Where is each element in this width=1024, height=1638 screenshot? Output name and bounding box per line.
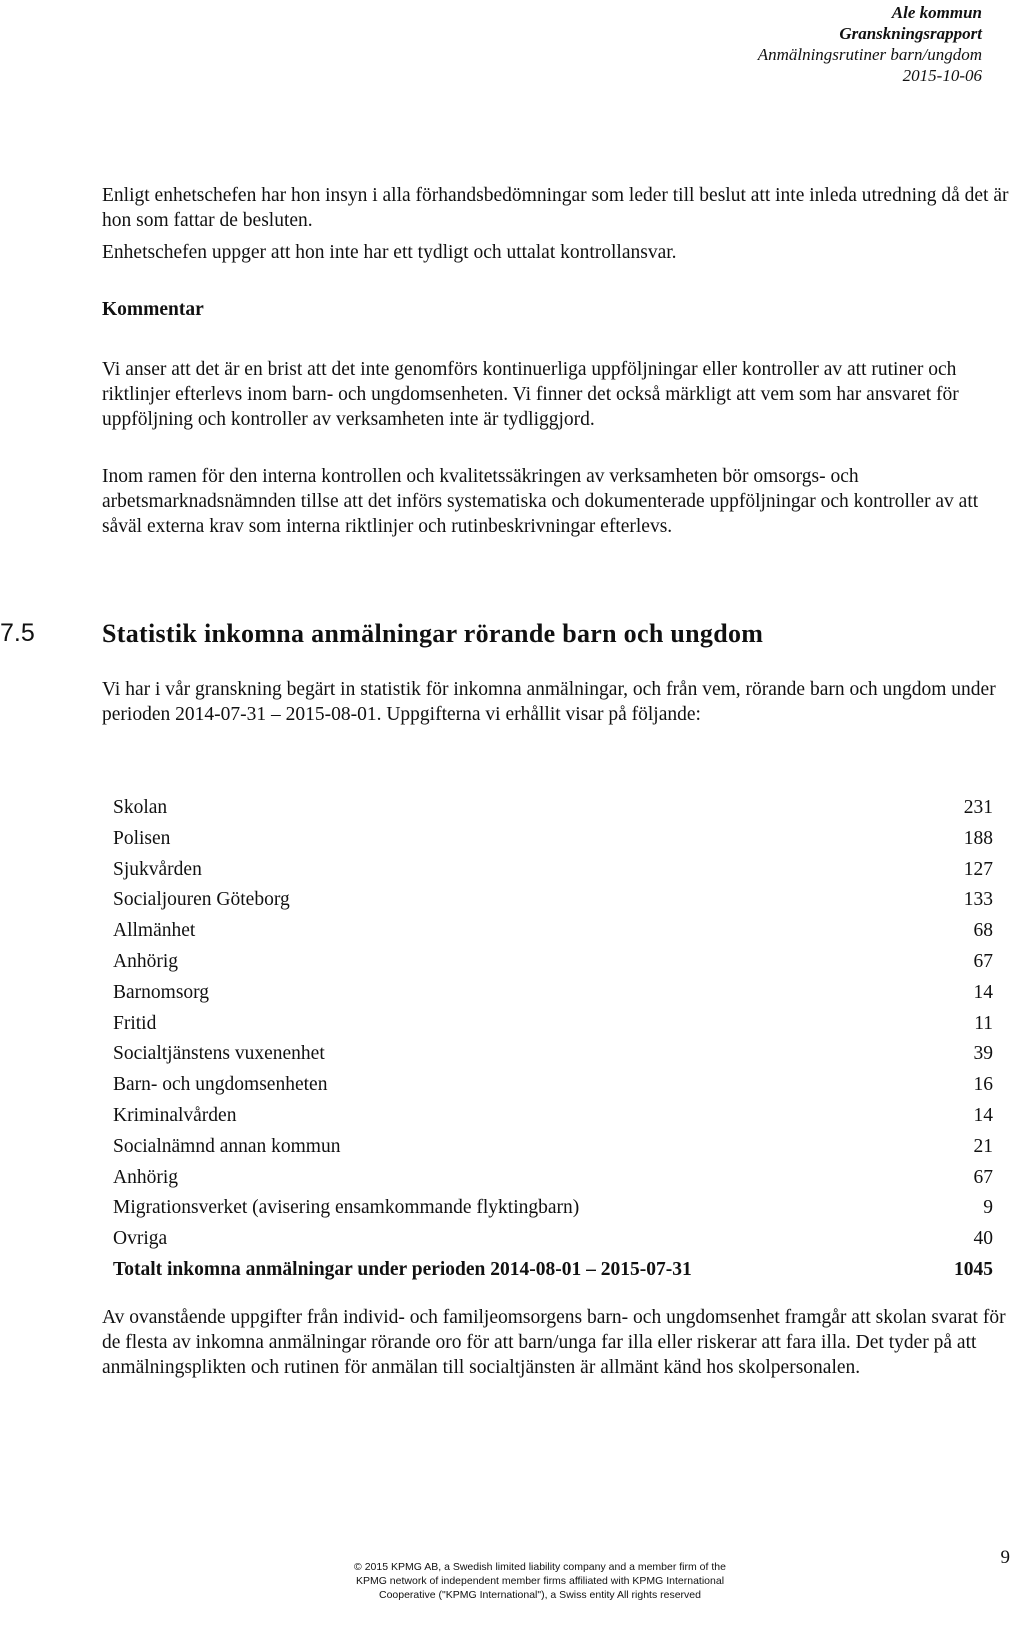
footer-line: Cooperative ("KPMG International"), a Swiss entity All rights reserved — [378, 1589, 701, 1601]
body-text — [102, 183, 1022, 561]
row-label: Allmänhet — [113, 920, 196, 942]
header-report: Granskningsrapport — [839, 24, 982, 43]
row-value: 16 — [973, 1074, 993, 1096]
table-total-row — [113, 1255, 993, 1286]
header-subject: Anmälningsrutiner barn/ungdom — [757, 45, 982, 64]
table-row — [113, 916, 993, 947]
paragraph-intern-kontroll: Inom ramen för den interna kontrollen och kvalitetssäkringen av verksamheten bör omsorgs- och arbetsmarknadsnämnden tillse att det införs systematiska och dokumenterade uppföljningar och kontroller av att såväl externa krav som interna riktlinjer och rutinbeskrivningar efterlevs. — [102, 466, 979, 537]
section-number: 7.5 — [0, 619, 35, 647]
statistics-table — [113, 793, 993, 1286]
footer-line: © 2015 KPMG AB, a Swedish limited liability company and a member firm of the — [354, 1561, 726, 1573]
table-row — [113, 1101, 993, 1132]
row-value: 39 — [973, 1043, 993, 1065]
table-row — [113, 978, 993, 1009]
row-label: Socialtjänstens vuxenenhet — [113, 1043, 325, 1065]
page-header — [758, 2, 982, 86]
row-value: 67 — [973, 1166, 993, 1188]
row-value: 14 — [973, 981, 993, 1003]
table-row — [113, 1009, 993, 1040]
table-row — [113, 1224, 993, 1255]
row-label: Socialnämnd annan kommun — [113, 1135, 341, 1157]
row-label: Skolan — [113, 797, 168, 818]
table-row — [113, 1070, 993, 1101]
row-value: 188 — [963, 827, 993, 849]
row-value: 68 — [973, 920, 993, 942]
row-label: Sjukvården — [113, 858, 202, 880]
page-number: 9 — [1000, 1547, 1010, 1568]
paragraph-insyn: Enligt enhetschefen har hon insyn i alla förhandsbedömningar som leder till beslut att inte inleda utredning då det är hon som fattar de besluten. — [102, 185, 1009, 231]
row-label: Anhörig — [113, 1166, 178, 1188]
table-row — [113, 885, 993, 916]
row-value: 231 — [963, 797, 993, 818]
section-title: Statistik inkomna anmälningar rörande barn och ungdom — [102, 619, 764, 648]
paragraph-brist: Vi anser att det är en brist att det inte genomförs kontinuerliga uppföljningar eller kontroller av att rutiner och riktlinjer efterlevs inom barn- och ungdomsenheten. Vi finner det också märkligt att vem som har ansvaret för uppföljning och kontroller av verksamheten inte är tydliggjord. — [102, 359, 959, 430]
table-row — [113, 855, 993, 886]
header-org: Ale kommun — [891, 3, 982, 22]
table-row — [113, 1193, 993, 1224]
row-label: Kriminalvården — [113, 1104, 237, 1126]
kommentar-heading: Kommentar — [102, 299, 204, 320]
table-row — [113, 1039, 993, 1070]
table-row — [113, 1163, 993, 1194]
footer-line: KPMG network of independent member firms affiliated with KPMG International — [355, 1575, 725, 1587]
page-footer — [300, 1560, 780, 1602]
row-label: Ovriga — [113, 1228, 168, 1250]
paragraph-conclusion: Av ovanstående uppgifter från individ- och familjeomsorgens barn- och ungdomsenhet framgår att skolan svarat för de flesta av inkomna anmälningar rörande oro för att barn/unga far illa eller riskerar att fara illa. Det tyder på att anmälningsplikten och rutinen för anmälan till socialtjänsten är allmänt känd hos skolpersonalen. — [102, 1307, 1006, 1378]
table-row — [113, 1132, 993, 1163]
row-label: Polisen — [113, 827, 171, 849]
paragraph-kontrollansvar: Enhetschefen uppger att hon inte har ett tydligt och uttalat kontrollansvar. — [102, 242, 677, 263]
section-intro: Vi har i vår granskning begärt in statistik för inkomna anmälningar, och från vem, rörande barn och ungdom under perioden 2014-07-31 – 2015-08-01. Uppgifterna vi erhållit visar på följande: — [102, 679, 996, 725]
table-row — [113, 947, 993, 978]
row-label: Barn- och ungdomsenheten — [113, 1074, 328, 1096]
row-label: Barnomsorg — [113, 981, 210, 1003]
row-value: 21 — [973, 1135, 993, 1157]
row-value: 67 — [973, 950, 993, 972]
table-row — [113, 824, 993, 855]
row-label: Anhörig — [113, 950, 178, 972]
section-heading — [0, 619, 1024, 659]
row-value: 11 — [974, 1012, 993, 1034]
row-value: 1045 — [954, 1258, 993, 1280]
header-date: 2015-10-06 — [902, 66, 982, 85]
row-value: 133 — [963, 889, 993, 911]
row-value: 127 — [963, 858, 993, 880]
row-label: Socialjouren Göteborg — [113, 889, 290, 911]
row-label: Migrationsverket (avisering ensamkommande flyktingbarn) — [113, 1197, 580, 1219]
table-row — [113, 793, 993, 824]
row-label: Totalt inkomna anmälningar under perioden 2014-08-01 – 2015-07-31 — [113, 1258, 692, 1280]
row-value: 9 — [983, 1197, 993, 1219]
row-value: 40 — [973, 1228, 993, 1250]
row-label: Fritid — [113, 1012, 157, 1034]
row-value: 14 — [973, 1104, 993, 1126]
